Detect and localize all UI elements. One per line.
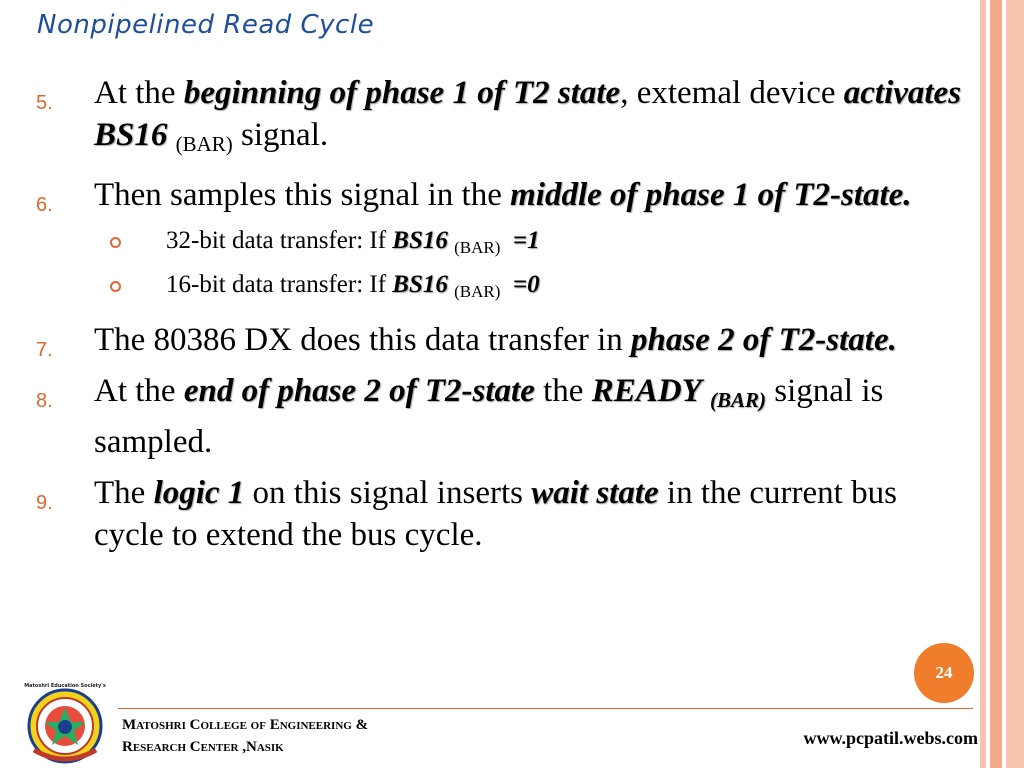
list-item bbox=[36, 472, 966, 556]
item-text: signal is sampled. bbox=[94, 373, 884, 460]
item-emphasis: activates BS16 bbox=[94, 75, 962, 153]
item-text: on this signal inserts bbox=[244, 475, 532, 511]
svg-text:Matoshri Education Society's: Matoshri Education Society's bbox=[24, 683, 106, 689]
list-item bbox=[36, 174, 966, 216]
list-item bbox=[36, 72, 966, 165]
bullet-subscript: (BAR) bbox=[454, 238, 501, 257]
item-subscript: (BAR) bbox=[175, 132, 233, 156]
college-name-line2: Research Center ,Nasik bbox=[122, 739, 284, 755]
slide-content bbox=[36, 72, 966, 565]
item-text: , extemal device bbox=[620, 75, 844, 111]
item-text: Then samples this signal in the bbox=[94, 177, 511, 213]
item-number: 6. bbox=[36, 194, 53, 216]
item-number: 5. bbox=[36, 92, 53, 114]
list-item bbox=[36, 319, 966, 361]
page-number-badge: 24 bbox=[914, 643, 974, 703]
bullet-subscript: (BAR) bbox=[454, 282, 501, 301]
item-emphasis: READY bbox=[591, 373, 702, 409]
item-emphasis: beginning of phase 1 of T2 state bbox=[183, 75, 621, 111]
footer-divider bbox=[118, 708, 973, 709]
item-text: The bbox=[94, 475, 154, 511]
college-name-line1: Matoshri College of Engineering & bbox=[122, 717, 369, 733]
decorative-stripes bbox=[980, 0, 1024, 768]
bullet-text: 16-bit data transfer: If bbox=[166, 271, 393, 298]
item-text: the bbox=[534, 373, 592, 409]
item-text: signal. bbox=[232, 117, 329, 153]
bullet-circle-icon bbox=[110, 237, 121, 248]
college-name bbox=[122, 714, 368, 758]
item-emphasis: phase 2 of T2-state. bbox=[631, 322, 897, 358]
website-url: www.pcpatil.webs.com bbox=[803, 728, 978, 748]
bullet-signal: BS16 bbox=[392, 227, 448, 254]
item-emphasis: wait state bbox=[531, 475, 659, 511]
bullet-value: =1 bbox=[512, 227, 540, 254]
item-text: in the current bus cycle to extend the bus cycle. bbox=[94, 475, 897, 553]
bullet-value: =0 bbox=[512, 271, 540, 298]
bullet-text: 32-bit data transfer: If bbox=[166, 227, 393, 254]
item-emphasis: middle of phase 1 of T2-state. bbox=[510, 177, 912, 213]
item-subscript: (BAR) bbox=[709, 388, 766, 412]
bullet-signal: BS16 bbox=[392, 271, 448, 298]
item-text: At the bbox=[94, 75, 184, 111]
item-emphasis: end of phase 2 of T2-state bbox=[183, 373, 535, 409]
item-text: At the bbox=[94, 373, 184, 409]
bullet-circle-icon bbox=[110, 281, 121, 292]
item-number: 9. bbox=[36, 492, 53, 514]
sub-bullet bbox=[36, 266, 966, 311]
item-emphasis: logic 1 bbox=[153, 475, 245, 511]
item-text: The 80386 DX does this data transfer in bbox=[94, 322, 632, 358]
item-number: 8. bbox=[36, 390, 53, 412]
sub-bullet bbox=[36, 222, 966, 267]
list-item bbox=[36, 370, 966, 463]
slide-title: Nonpipelined Read Cycle bbox=[37, 10, 375, 40]
college-logo bbox=[24, 680, 106, 766]
item-number: 7. bbox=[36, 339, 53, 361]
